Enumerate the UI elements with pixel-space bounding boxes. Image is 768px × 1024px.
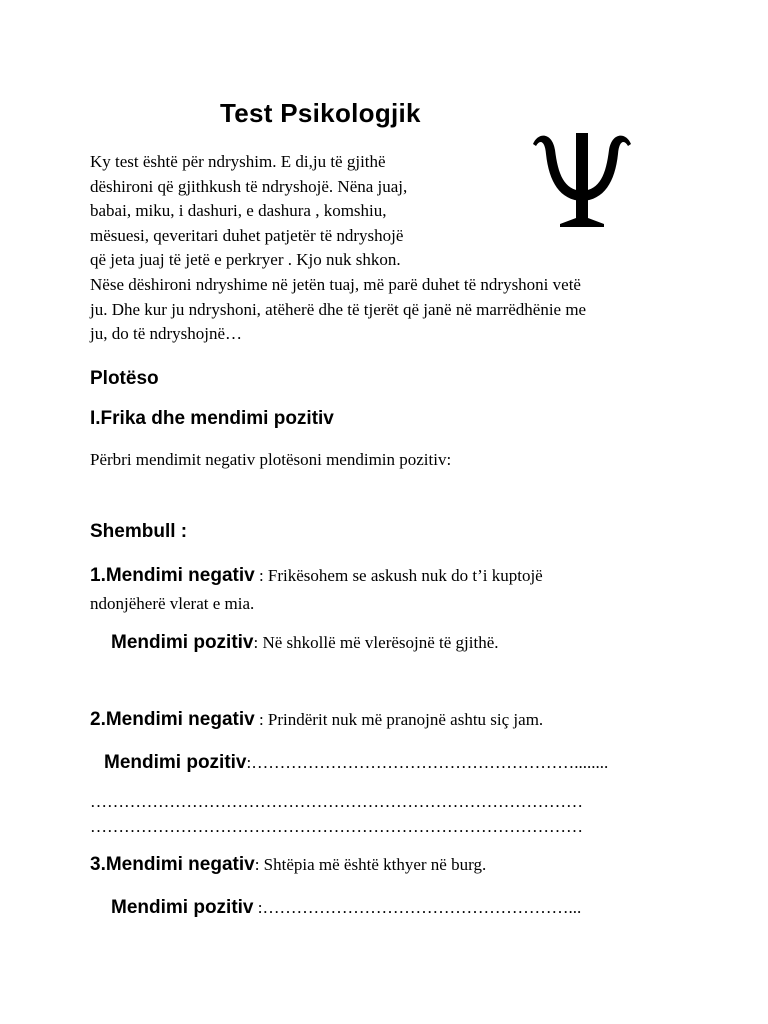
positive-label: Mendimi pozitiv (111, 632, 254, 653)
intro-line: babai, miku, i dashuri, e dashura , komshiu, (90, 201, 387, 221)
negative-label: 3.Mendimi negativ (90, 854, 255, 875)
negative-text: : Prindërit nuk më pranojnë ashtu siç jam. (254, 710, 544, 729)
subsection-heading: I.Frika dhe mendimi pozitiv (90, 408, 334, 429)
item-1-positive (111, 632, 499, 654)
positive-label: Mendimi pozitiv (104, 752, 247, 773)
negative-text: : Shtëpia më është kthyer në burg. (254, 855, 487, 874)
intro-line: mësuesi, qeveritari duhet patjetër të ndryshojë (90, 225, 404, 245)
negative-text: : Frikësohem se askush nuk do t’i kuptojë (254, 566, 543, 585)
positive-label: Mendimi pozitiv (111, 897, 254, 918)
instruction-text: Përbri mendimit negativ plotësoni mendimin pozitiv: (90, 450, 452, 469)
item-1-negative (90, 565, 543, 587)
item-2-positive (104, 752, 608, 774)
intro-line: ju, do të ndryshojnë… (90, 324, 243, 344)
item-3-positive (111, 897, 581, 919)
intro-line: Nëse dëshironi ndryshime në jetën tuaj, më parë duhet të ndryshoni vetë (90, 274, 581, 294)
intro-paragraph (90, 150, 586, 347)
intro-line: dëshironi që gjithkush të ndryshojë. Nëna juaj, (90, 176, 408, 196)
section-heading: Plotëso (90, 368, 159, 389)
negative-text-continued: ndonjëherë vlerat e mia. (90, 594, 255, 613)
answer-line: …………………………………………………………………………… (90, 792, 583, 811)
negative-label: 2.Mendimi negativ (90, 709, 255, 730)
intro-line: Ky test është për ndryshim. E di,ju të gjithë (90, 152, 386, 171)
answer-blank: :…………………………………………………........ (246, 753, 609, 772)
document-title: Test Psikologjik (220, 98, 421, 128)
item-3-negative (90, 854, 486, 876)
intro-line: ju. Dhe kur ju ndryshoni, atëherë dhe të tjerët që janë në marrëdhënie me (90, 299, 587, 319)
positive-text: : Në shkollë më vlerësojnë të gjithë. (253, 633, 499, 652)
example-heading: Shembull : (90, 521, 188, 542)
answer-line: …………………………………………………………………………… (90, 817, 583, 836)
answer-blank: :………………………………………………... (253, 898, 582, 917)
intro-line: që jeta juaj të jetë e perkryer . Kjo nuk shkon. (90, 250, 401, 270)
item-2-negative (90, 709, 543, 731)
negative-label: 1.Mendimi negativ (90, 565, 255, 586)
